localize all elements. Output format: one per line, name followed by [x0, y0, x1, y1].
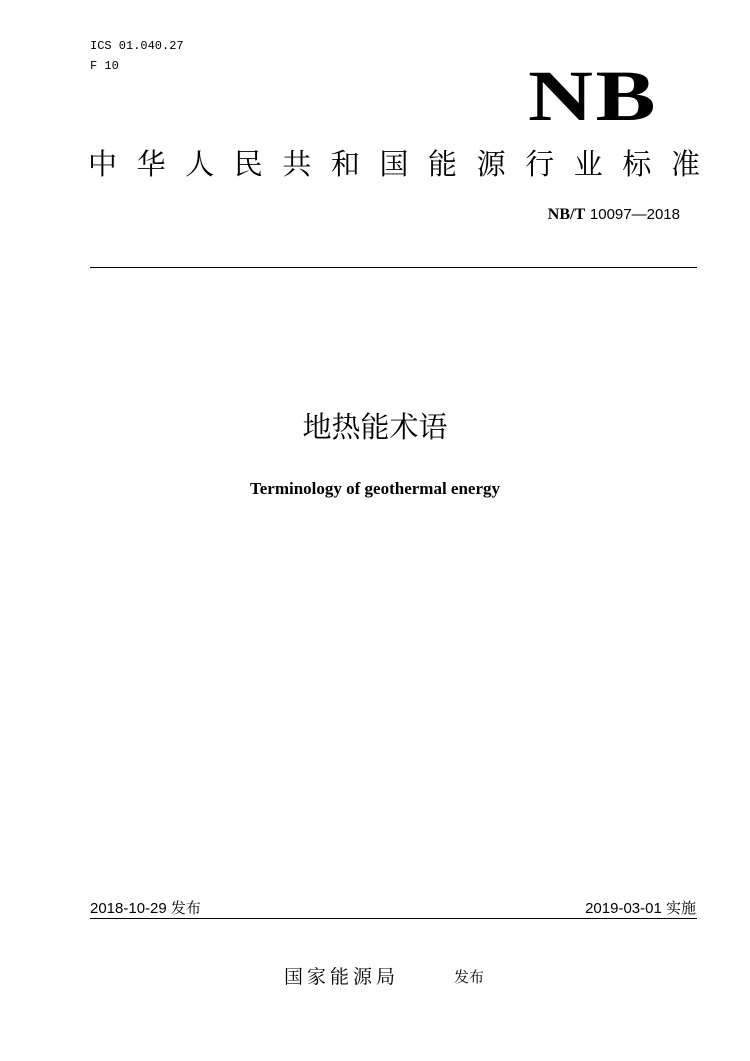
category-char: 国 [379, 147, 409, 181]
standard-category [88, 146, 700, 182]
category-char: 业 [573, 147, 603, 181]
issue-date: 2018-10-29 发布 [90, 900, 201, 917]
bottom-divider [90, 918, 697, 919]
publisher-name: 国家能源局 [284, 966, 400, 988]
ics-code: ICS 01.040.27 [90, 39, 184, 53]
standard-number [548, 205, 680, 224]
category-char: 华 [136, 147, 166, 181]
category-char: 中 [88, 147, 118, 181]
category-char: 源 [476, 147, 506, 181]
title-chinese: 地热能术语 [302, 410, 448, 444]
category-char: 人 [185, 147, 215, 181]
publisher-action: 发布 [454, 968, 485, 986]
title-english: Terminology of geothermal energy [249, 479, 501, 498]
category-char: 标 [622, 147, 652, 181]
category-char: 和 [330, 147, 360, 181]
category-char: 共 [282, 147, 312, 181]
category-char: 民 [233, 147, 263, 181]
category-char: 行 [525, 147, 555, 181]
standard-prefix: NB/T [547, 206, 586, 223]
category-char: 能 [428, 147, 458, 181]
implementation-date: 2019-03-01 实施 [585, 900, 696, 917]
standard-number-value: 10097—2018 [589, 206, 680, 223]
category-char: 准 [670, 147, 700, 181]
standard-logo: NB [527, 56, 658, 136]
top-divider [90, 267, 697, 268]
ccs-code: F 10 [90, 59, 119, 73]
